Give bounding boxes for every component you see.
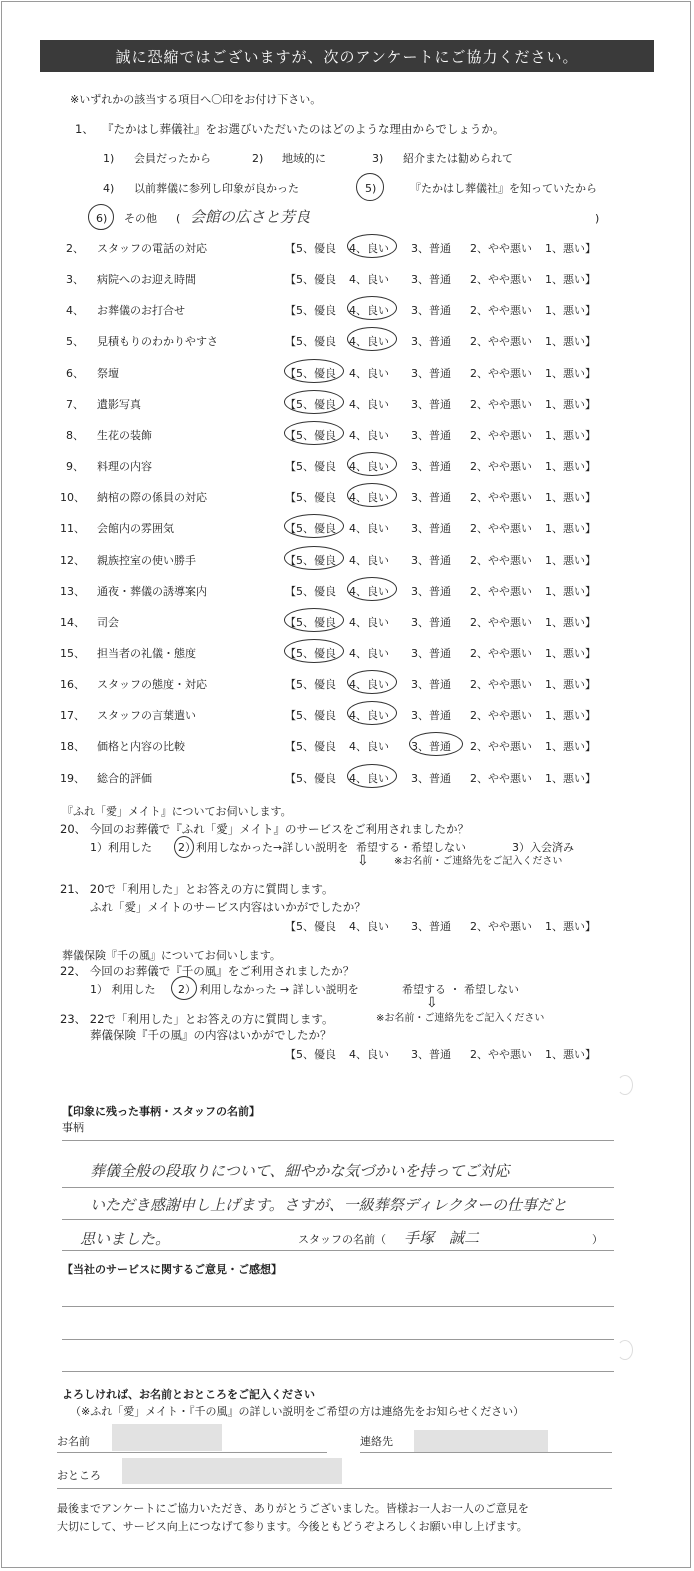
rating-option-4[interactable]: 4、良い [349,522,389,535]
rating-option-3[interactable]: 3、普通 [411,491,451,504]
fureai-heading: 『ふれ「愛」メイト』についてお伺いします。 [62,805,292,818]
question-label: スタッフの言葉遣い [97,709,196,722]
q1-option-6-num: 6) [96,212,108,225]
opinion-line[interactable] [62,1371,614,1372]
impression-heading: 【印象に残った事柄・スタッフの名前】 [62,1105,260,1118]
address-label: おところ [57,1469,101,1482]
rating-option-4[interactable]: 4、良い [349,554,389,567]
rating-option-1[interactable]: 1、悪い】 [545,398,596,411]
question-label: 料理の内容 [97,460,152,473]
q1-option-2[interactable]: 地域的に [282,152,326,165]
rating-option-3[interactable]: 3、普通 [411,740,451,753]
rating-option-2[interactable]: 2、やや悪い [470,460,532,473]
down-arrow-icon: ⇩ [426,995,438,1011]
question-number: 10、 [60,491,85,504]
q22-text: 22、 今回のお葬儀で『千の風』をご利用されましたか？ [60,964,355,978]
selection-circle [284,359,344,383]
rating-option-2[interactable]: 2、やや悪い [470,398,532,411]
rating-option-4[interactable]: 4、良い [349,429,389,442]
rating-option-2[interactable]: 2、やや悪い [470,304,532,317]
q20-want-choice[interactable]: 希望する・希望しない [356,841,466,854]
rating-option-3[interactable]: 3、普通 [411,678,451,691]
question-number: 5、 [66,335,84,348]
rating-row [0,614,694,634]
rating-option-4[interactable]: 4、良い [349,709,389,722]
contact-request: よろしければ、お名前とおところをご記入ください [62,1388,315,1401]
rating-option-4[interactable]: 4、良い [349,491,389,504]
selection-circle [284,608,344,632]
q1-option-2-num: 2) [252,152,264,165]
question-label: 価格と内容の比較 [97,740,185,753]
selection-circle [88,204,114,230]
q20-note: ※お名前・ご連絡先をご記入ください [394,856,563,867]
rating-option-1[interactable]: 1、悪い】 [545,772,596,785]
rating-option-5[interactable]: 【5、優良 [285,429,336,442]
rating-option-3[interactable]: 3、普通 [411,616,451,629]
divider [57,1452,327,1453]
rating-option-1[interactable]: 1、悪い】 [545,491,596,504]
rating-row [0,707,694,727]
rating-option-1[interactable]: 1、悪い】 [545,647,596,660]
rating-option-1[interactable]: 1、悪い】 [545,429,596,442]
rating-row [0,427,694,447]
closing-line-1: 最後までアンケートにご協力いただき、ありがとうございました。皆様お一人お一人のご意見を [57,1502,529,1515]
opinion-line[interactable] [62,1306,614,1307]
question-label: 総合的評価 [97,772,152,785]
rating-option-4[interactable]: 4、良い [349,460,389,473]
rating-option-4[interactable]: 4、良い [349,740,389,753]
rating-option-1[interactable]: 1、悪い】 [545,585,596,598]
phone-redacted-field[interactable] [414,1430,548,1452]
question-label: 祭壇 [97,367,119,380]
rating-option-4[interactable]: 4、良い [349,585,389,598]
rating-option-5[interactable]: 【5、優良 [285,273,336,286]
staff-name-handwritten: 手塚 誠二 [404,1229,480,1247]
question-label: 通夜・葬儀の誘導案内 [97,585,207,598]
rating-option-1[interactable]: 1、悪い】 [545,709,596,722]
q1-option-1[interactable]: 会員だったから [134,152,211,165]
rating-row [0,676,694,696]
scan-mark [617,1340,633,1360]
question-label: 生花の装飾 [97,429,152,442]
question-number: 2、 [66,242,84,255]
q1-option-6[interactable]: その他 [124,212,157,225]
rating-option-5[interactable]: 【5、優良 [285,242,336,255]
selection-circle [347,452,397,476]
rating-option-3[interactable]: 3、普通 [411,522,451,535]
q21-text: 21、 20で「利用した」とお答えの方に質問します。 [60,882,334,896]
rating-option-4[interactable]: 4、良い [349,273,389,286]
q1-number: 1、 [75,122,94,136]
rating-option-1[interactable]: 1、悪い】 [545,678,596,691]
rating-option-3[interactable]: 3、普通 [411,429,451,442]
q1-text: 『たかはし葬儀社』をお選びいただいたのはどのような理由からでしょうか。 [102,122,505,136]
selection-circle [347,327,397,351]
rating-option-4[interactable]: 4、良い [349,920,389,933]
impression-handwritten-line-2: いただき感謝申し上げます。さすが、一級葬祭ディレクターの仕事だと [90,1196,568,1214]
rating-option-1[interactable]: 1、悪い】 [545,304,596,317]
rating-option-3[interactable]: 3、普通 [411,398,451,411]
q23-scale [0,1046,694,1066]
q23-text: 23、 22で「利用した」とお答えの方に質問します。 [60,1012,334,1026]
q1-option-5[interactable]: 『たかはし葬儀社』を知っていたから [410,182,597,195]
rating-option-4[interactable]: 4、良い [349,367,389,380]
q1-option-3[interactable]: 紹介または勧められて [403,152,513,165]
closing-line-2: 大切にして、サービス向上につなげて参ります。今後ともどうぞよろしくお願い申し上げます。 [57,1520,528,1533]
opinion-line[interactable] [62,1339,614,1340]
rating-option-2[interactable]: 2、やや悪い [470,585,532,598]
question-label: 担当者の礼儀・態度 [97,647,196,660]
rating-row [0,240,694,260]
rating-option-3[interactable]: 3、普通 [411,367,451,380]
rating-option-2[interactable]: 2、やや悪い [470,678,532,691]
rating-row [0,489,694,509]
divider [57,1488,612,1489]
rating-row [0,770,694,790]
rating-option-5[interactable]: 【5、優良 [285,585,336,598]
rating-option-5[interactable]: 【5、優良 [285,335,336,348]
staff-name-close: ） [592,1233,603,1246]
rating-option-5[interactable]: 【5、優良 [285,304,336,317]
q23-subtext: 葬儀保険『千の風』の内容はいかがでしたか？ [90,1028,332,1042]
senno-heading: 葬儀保険『千の風』についてお伺いします。 [62,949,281,962]
rating-option-4[interactable]: 4、良い [349,647,389,660]
divider [62,1187,614,1188]
rating-option-1[interactable]: 1、悪い】 [545,1048,596,1061]
rating-option-4[interactable]: 4、良い [349,335,389,348]
rating-option-3[interactable]: 3、普通 [411,709,451,722]
rating-option-2[interactable]: 2、やや悪い [470,1048,532,1061]
rating-option-2[interactable]: 2、やや悪い [470,740,532,753]
rating-option-3[interactable]: 3、普通 [411,1048,451,1061]
rating-option-4[interactable]: 4、良い [349,304,389,317]
address-redacted-field[interactable] [122,1458,342,1484]
selection-circle [347,701,397,725]
question-number: 11、 [60,522,85,535]
question-label: 遺影写真 [97,398,141,411]
question-number: 4、 [66,304,84,317]
question-label: お葬儀のお打合せ [97,304,185,317]
question-number: 9、 [66,460,84,473]
opinion-heading: 【当社のサービスに関するご意見・ご感想】 [62,1263,282,1276]
rating-option-1[interactable]: 1、悪い】 [545,920,596,933]
q1-other-handwritten: 会館の広さと芳良 [190,208,311,226]
question-number: 15、 [60,647,85,660]
q20-text: 20、 今回のお葬儀で『ふれ「愛」メイト』のサービスをご利用されましたか？ [60,822,470,836]
rating-option-5[interactable]: 【5、優良 [285,920,336,933]
rating-option-5[interactable]: 【5、優良 [285,1048,336,1061]
rating-row [0,520,694,540]
rating-option-5[interactable]: 【5、優良 [285,522,336,535]
rating-option-1[interactable]: 1、悪い】 [545,740,596,753]
rating-option-5[interactable]: 【5、優良 [285,398,336,411]
rating-option-2[interactable]: 2、やや悪い [470,709,532,722]
q22-option-2[interactable]: 2） 利用しなかった → 詳しい説明を [178,983,359,996]
q1-option-4[interactable]: 以前葬儀に参列し印象が良かった [134,182,299,195]
question-number: 16、 [60,678,85,691]
question-label: 納棺の際の係員の対応 [97,491,207,504]
rating-option-2[interactable]: 2、やや悪い [470,273,532,286]
question-number: 14、 [60,616,85,629]
rating-option-2[interactable]: 2、やや悪い [470,429,532,442]
q1-other-close: ) [595,212,600,225]
q22-want-choice[interactable]: 希望する ・ 希望しない [402,983,519,996]
rating-option-2[interactable]: 2、やや悪い [470,491,532,504]
rating-option-2[interactable]: 2、やや悪い [470,522,532,535]
rating-option-5[interactable]: 【5、優良 [285,616,336,629]
rating-option-3[interactable]: 3、普通 [411,920,451,933]
rating-option-3[interactable]: 3、普通 [411,460,451,473]
question-number: 7、 [66,398,84,411]
header-title: 誠に恐縮ではございますが、次のアンケートにご協力ください。 [115,47,579,66]
q1-option-3-num: 3) [372,152,384,165]
question-number: 19、 [60,772,85,785]
rating-option-5[interactable]: 【5、優良 [285,491,336,504]
rating-option-3[interactable]: 3、普通 [411,585,451,598]
rating-option-4[interactable]: 4、良い [349,398,389,411]
selection-circle [347,234,397,258]
q20-option-2[interactable]: 2）利用しなかった→詳しい説明を [178,841,349,854]
rating-option-5[interactable]: 【5、優良 [285,367,336,380]
impression-handwritten-line-1: 葬儀全般の段取りについて、細やかな気づかいを持ってご対応 [90,1162,510,1180]
question-number: 6、 [66,367,84,380]
rating-option-2[interactable]: 2、やや悪い [470,920,532,933]
impression-label: 事柄 [62,1121,84,1134]
rating-option-3[interactable]: 3、普通 [411,772,451,785]
rating-option-3[interactable]: 3、普通 [411,242,451,255]
scan-mark [617,1075,633,1095]
q1-option-1-num: 1) [103,152,115,165]
rating-row [0,738,694,758]
selection-circle [284,421,344,445]
rating-option-1[interactable]: 1、悪い】 [545,273,596,286]
name-redacted-field[interactable] [112,1424,222,1451]
rating-option-2[interactable]: 2、やや悪い [470,616,532,629]
instruction-text: ※いずれかの該当する項目へ〇印をお付け下さい。 [70,93,322,106]
rating-row [0,365,694,385]
selection-circle [347,764,397,788]
rating-option-2[interactable]: 2、やや悪い [470,647,532,660]
question-label: スタッフの電話の対応 [97,242,207,255]
rating-row [0,458,694,478]
rating-option-3[interactable]: 3、普通 [411,647,451,660]
question-label: 司会 [97,616,119,629]
selection-circle [284,639,344,663]
survey-header [40,40,654,72]
question-label: スタッフの態度・対応 [97,678,207,691]
rating-option-3[interactable]: 3、普通 [411,335,451,348]
q1-option-4-num: 4) [103,182,115,195]
rating-option-5[interactable]: 【5、優良 [285,740,336,753]
divider [62,1219,614,1220]
question-label: 見積もりのわかりやすさ [97,335,218,348]
selection-circle [347,296,397,320]
rating-option-2[interactable]: 2、やや悪い [470,242,532,255]
selection-circle [347,670,397,694]
rating-option-2[interactable]: 2、やや悪い [470,772,532,785]
rating-row [0,645,694,665]
rating-option-4[interactable]: 4、良い [349,242,389,255]
rating-row [0,583,694,603]
rating-option-1[interactable]: 1、悪い】 [545,367,596,380]
rating-option-5[interactable]: 【5、優良 [285,554,336,567]
selection-circle [347,483,397,507]
q21-scale [0,918,694,938]
question-number: 3、 [66,273,84,286]
rating-option-3[interactable]: 3、普通 [411,304,451,317]
selection-circle [284,390,344,414]
selection-circle [284,546,344,570]
q20-option-1[interactable]: 1）利用した [90,841,152,854]
rating-option-5[interactable]: 【5、優良 [285,647,336,660]
rating-option-1[interactable]: 1、悪い】 [545,335,596,348]
q23-note: ※お名前・ご連絡先をご記入ください [376,1013,545,1024]
selection-circle [356,173,384,201]
divider [62,1140,614,1141]
rating-option-3[interactable]: 3、普通 [411,273,451,286]
staff-name-label: スタッフの名前（ [298,1233,386,1246]
rating-option-5[interactable]: 【5、優良 [285,460,336,473]
contact-request-note: （※ふれ「愛」メイト・『千の風』の詳しい説明をご希望の方は連絡先をお知らせください） [70,1405,525,1418]
rating-row [0,396,694,416]
rating-option-5[interactable]: 【5、優良 [285,678,336,691]
rating-option-1[interactable]: 1、悪い】 [545,522,596,535]
question-label: 親族控室の使い勝手 [97,554,196,567]
selection-circle [409,732,463,756]
divider [360,1452,612,1453]
q20-option-3[interactable]: 3）入会済み [512,841,574,854]
rating-row [0,271,694,291]
rating-row [0,333,694,353]
rating-option-2[interactable]: 2、やや悪い [470,554,532,567]
question-label: 病院へのお迎え時間 [97,273,196,286]
rating-option-4[interactable]: 4、良い [349,1048,389,1061]
rating-row [0,302,694,322]
question-number: 17、 [60,709,85,722]
impression-handwritten-line-3: 思いました。 [80,1230,171,1248]
rating-option-4[interactable]: 4、良い [349,678,389,691]
rating-option-4[interactable]: 4、良い [349,772,389,785]
question-label: 会館内の雰囲気 [97,522,174,535]
rating-row [0,552,694,572]
rating-option-1[interactable]: 1、悪い】 [545,242,596,255]
q22-option-1[interactable]: 1） 利用した [90,983,156,996]
rating-option-2[interactable]: 2、やや悪い [470,335,532,348]
phone-label: 連絡先 [360,1435,393,1448]
question-number: 12、 [60,554,85,567]
rating-option-1[interactable]: 1、悪い】 [545,616,596,629]
question-number: 13、 [60,585,85,598]
question-number: 18、 [60,740,85,753]
down-arrow-icon: ⇩ [357,853,369,869]
q21-subtext: ふれ「愛」メイトのサービス内容はいかがでしたか？ [90,900,366,914]
rating-option-5[interactable]: 【5、優良 [285,709,336,722]
selection-circle [347,577,397,601]
selection-circle [284,514,344,538]
divider [62,1250,614,1251]
rating-option-1[interactable]: 1、悪い】 [545,460,596,473]
q1-option-5-num: 5) [365,182,377,195]
name-label: お名前 [57,1435,90,1448]
rating-option-4[interactable]: 4、良い [349,616,389,629]
rating-option-1[interactable]: 1、悪い】 [545,554,596,567]
rating-option-3[interactable]: 3、普通 [411,554,451,567]
question-number: 8、 [66,429,84,442]
rating-option-2[interactable]: 2、やや悪い [470,367,532,380]
rating-option-5[interactable]: 【5、優良 [285,772,336,785]
